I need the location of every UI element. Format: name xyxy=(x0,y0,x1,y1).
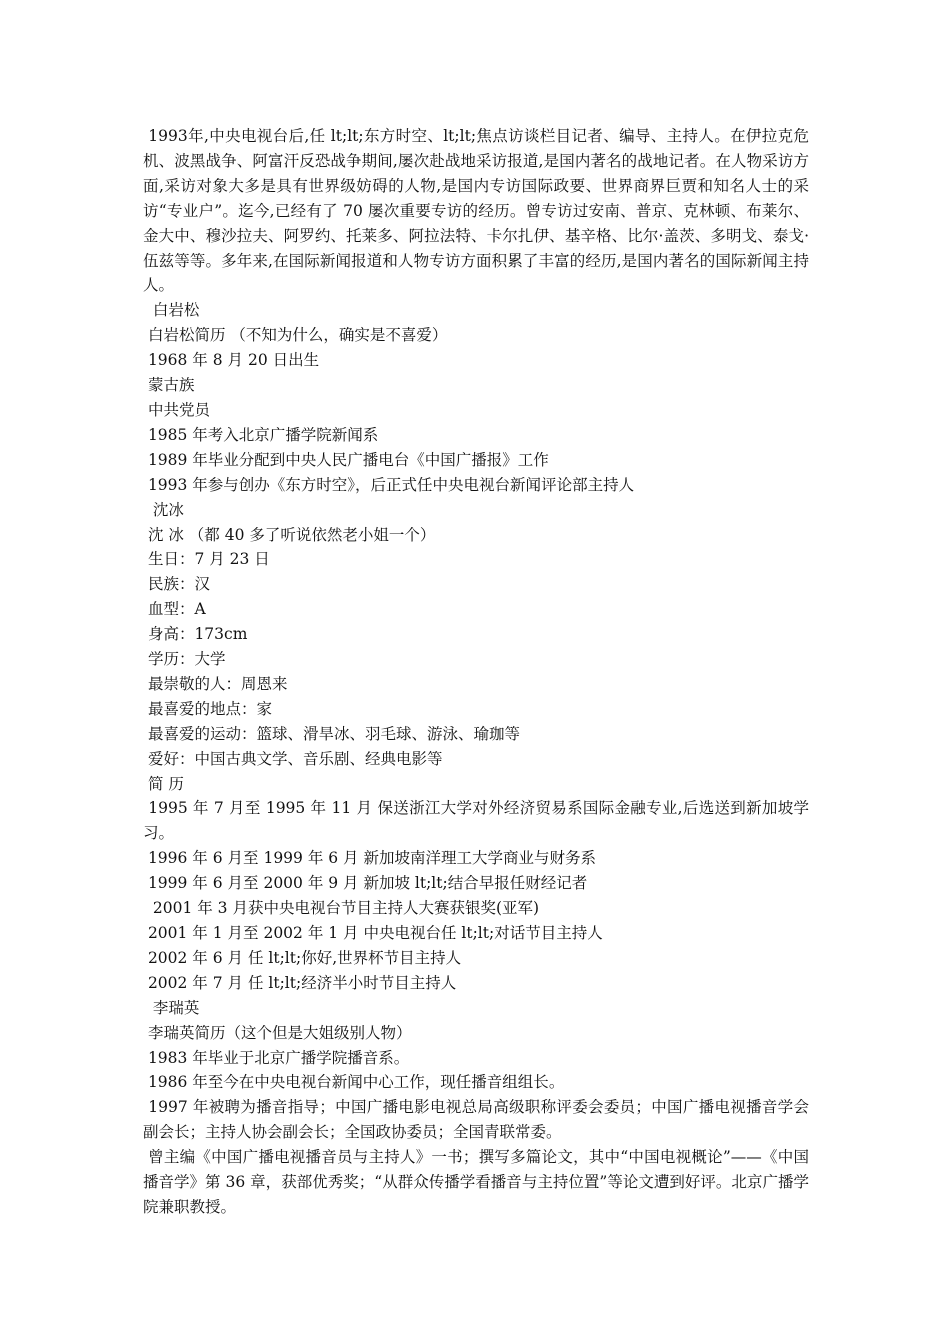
bio-line: 1995 年 7 月至 1995 年 11 月 保送浙江大学对外经济贸易系国际金融专业,后选送到新加坡学习。 xyxy=(143,799,809,843)
section-heading-resume: 简 历 xyxy=(143,774,184,793)
bio-line: 蒙古族 xyxy=(143,376,195,395)
bio-line: 1997 年被聘为播音指导；中国广播电影电视总局高级职称评委会委员；中国广播电视播音学会副会长；主持人协会副会长；全国政协委员；全国青联常委。 xyxy=(143,1098,809,1142)
bio-line: 1983 年毕业于北京广播学院播音系。 xyxy=(143,1048,410,1067)
bio-line: 血型：A xyxy=(143,600,206,619)
bio-line: 1989 年毕业分配到中央人民广播电台《中国广播报》工作 xyxy=(143,450,549,469)
bio-line: 1996 年 6 月至 1999 年 6 月 新加坡南洋理工大学商业与财务系 xyxy=(143,849,596,868)
bio-line: 身高：173cm xyxy=(143,625,248,644)
bio-line: 2001 年 3 月获中央电视台节目主持人大赛获银奖(亚军) xyxy=(143,899,540,918)
bio-line: 学历：大学 xyxy=(143,650,226,669)
heading-bai-yansong: 白岩松 xyxy=(143,301,200,320)
bio-line: 民族：汉 xyxy=(143,575,210,594)
bio-line: 2002 年 6 月 任 lt;lt;你好,世界杯节目主持人 xyxy=(143,948,462,967)
heading-shen-bing: 沈冰 xyxy=(143,500,184,519)
bio-line: 1985 年考入北京广播学院新闻系 xyxy=(143,425,379,444)
bio-line: 1993 年参与创办《东方时空》，后正式任中央电视台新闻评论部主持人 xyxy=(143,475,635,494)
bio-line: 爱好：中国古典文学、音乐剧、经典电影等 xyxy=(143,749,443,768)
bio-line: 曾主编《中国广播电视播音员与主持人》一书；撰写多篇论文，其中“中国电视概论”——《中国播音学》第 36 章，获部优秀奖；“从群众传播学看播音与主持位置”等论文遭到好评。北京广播学院兼职教授。 xyxy=(143,1148,809,1216)
bio-line: 1986 年至今在中央电视台新闻中心工作，现任播音组组长。 xyxy=(143,1073,565,1092)
bio-line: 最喜爱的运动：篮球、滑旱冰、羽毛球、游泳、瑜珈等 xyxy=(143,724,520,743)
bio-line: 中共党员 xyxy=(143,400,210,419)
bio-title: 李瑞英简历（这个但是大姐级别人物） xyxy=(143,1023,412,1042)
bio-line: 最喜爱的地点：家 xyxy=(143,699,272,718)
heading-li-ruiying: 李瑞英 xyxy=(143,998,200,1017)
bio-line: 生日：7 月 23 日 xyxy=(143,550,270,569)
bio-line: 最崇敬的人：周恩来 xyxy=(143,674,288,693)
bio-line: 2002 年 7 月 任 lt;lt;经济半小时节目主持人 xyxy=(143,973,457,992)
bio-title: 沈 冰 （都 40 多了听说依然老小姐一个） xyxy=(143,525,436,544)
bio-line: 2001 年 1 月至 2002 年 1 月 中央电视台任 lt;lt;对话节目主持人 xyxy=(143,924,603,942)
bio-title: 白岩松简历 （不知为什么，确实是不喜爱） xyxy=(143,326,448,345)
bio-line: 1999 年 6 月至 2000 年 9 月 新加坡 lt;lt;结合早报任财经记者 xyxy=(143,874,588,893)
bio-line: 1968 年 8 月 20 日出生 xyxy=(143,351,320,370)
document-page xyxy=(143,124,809,1220)
paragraph-intro: 1993年,中央电视台后,任 lt;lt;东方时空、lt;lt;焦点访谈栏目记者、编导、主持人。在伊拉克危机、波黑战争、阿富汗反恐战争期间,屡次赴战地采访报道,是国内著名的战地记者。在人物采访方面,采访对象大多是具有世界级妨碍的人物,是国内专访国际政要、世界商界巨贾和知名人士的采访“专业户”。迄今,已经有了 70 屡次重要专访的经历。曾专访过安南、普京、克林顿、布莱尔、金大中、穆沙拉夫、阿罗约、托莱多、阿拉法特、卡尔扎伊、基辛格、比尔·盖茨、多明戈、泰戈·伍兹等等。多年来,在国际新闻报道和人物专访方面积累了丰富的经历,是国内著名的国际新闻主持人。 xyxy=(143,127,809,295)
